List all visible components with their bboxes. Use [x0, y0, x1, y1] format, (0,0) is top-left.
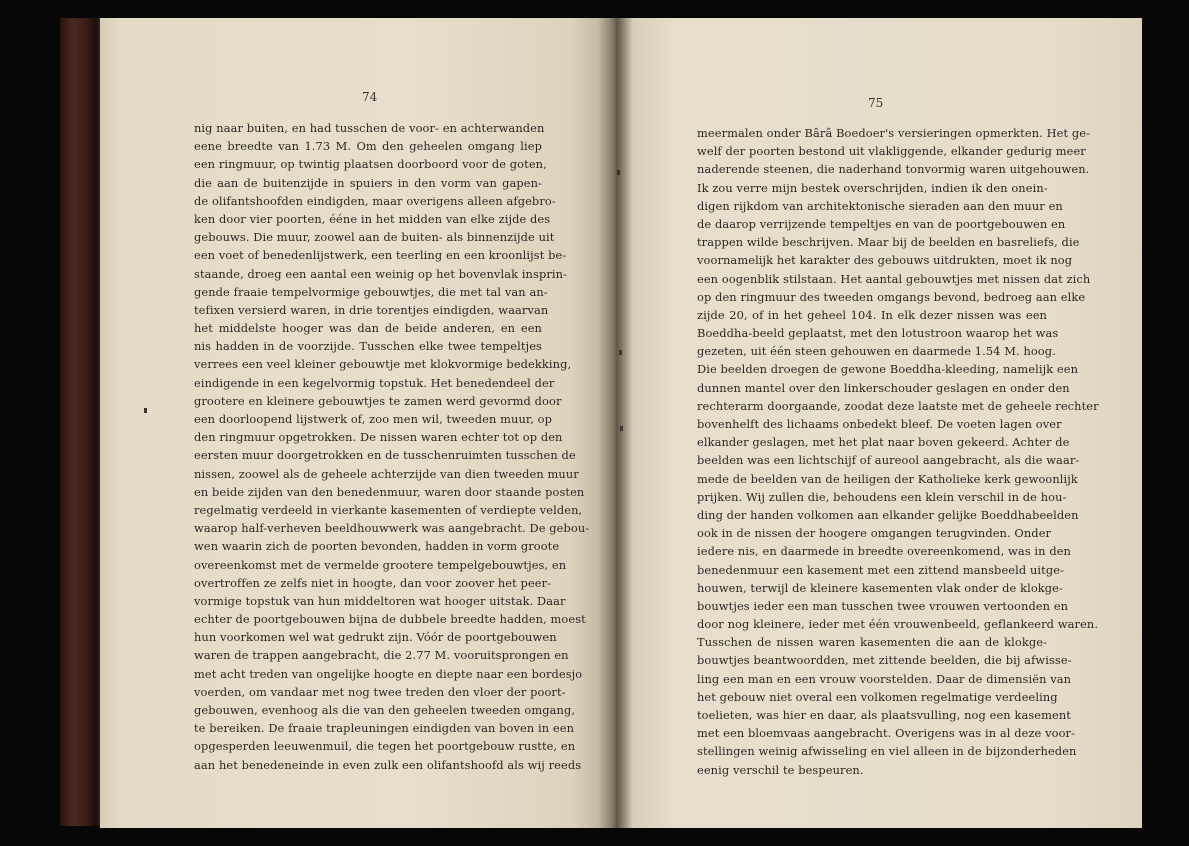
- text-line: den ringmuur opgetrokken. De nissen waren echter tot op den: [194, 430, 563, 445]
- text-line: overeenkomst met de vermelde grootere tempelgebouwtjes, en: [194, 557, 567, 572]
- text-line: dunnen mantel over den linkerschouder geslagen en onder den: [697, 380, 1070, 395]
- text-line: meermalen onder Bârâ Boedoer's versieringen opmerkten. Het ge-: [697, 126, 1091, 140]
- text-line: waarop half-verheven beeldhouwwerk was aangebracht. De gebou-: [194, 521, 590, 536]
- text-line: rechterarm doorgaande, zoodat deze laatste met de geheele rechter: [697, 398, 1099, 413]
- text-line: welf der poorten bestond uit vlakliggende, elkander gedurig meer: [697, 144, 1086, 159]
- text-line: bovenhelft des lichaams onbedekt bleef. De voeten lagen over: [697, 417, 1062, 431]
- text-line: gende fraaie tempelvormige gebouwtjes, die met tal van an-: [194, 284, 548, 299]
- text-line: prijken. Wij zullen die, behoudens een klein verschil in de hou-: [697, 489, 1067, 504]
- text-line: overtroffen ze zelfs niet in hoogte, dan voor zoover het peer-: [194, 575, 552, 590]
- text-line: de daarop verrijzende tempeltjes en van de poortgebouwen en: [697, 216, 1066, 231]
- text-line: te bereiken. De fraaie trapleuningen eindigden van boven in een: [194, 721, 575, 736]
- text-line: benedenmuur een kasement met een zittend mansbeeld uitge-: [697, 562, 1065, 577]
- page-speck: [144, 408, 147, 413]
- text-line: door nog kleinere, ieder met één vrouwenbeeld, geflankeerd waren.: [697, 617, 1099, 632]
- text-line: Ik zou verre mijn bestek overschrijden, indien ik den onein-: [697, 180, 1048, 195]
- text-line: toelieten, was hier en daar, als plaatsvulling, nog een kasement: [697, 708, 1071, 722]
- text-line: Boeddha-beeld geplaatst, met den lotustroon waarop het was: [697, 326, 1059, 341]
- left-page: [100, 18, 612, 828]
- text-line: zijde 20, of in het geheel 104. In elk dezer nissen was een: [697, 307, 1047, 322]
- text-line: trappen wilde beschrijven. Maar bij de beelden en basreliefs, die: [697, 235, 1080, 250]
- text-line: eenig verschil te bespeuren.: [697, 762, 864, 777]
- text-line: beelden was een lichtschijf of aureool aangebracht, als die waar-: [697, 453, 1080, 468]
- book-gutter: [598, 18, 632, 828]
- text-line: Die beelden droegen de gewone Boeddha-kleeding, namelijk een: [697, 362, 1079, 377]
- text-line: houwen, terwijl de kleinere kasementen vlak onder de klokge-: [697, 580, 1063, 595]
- left-page-text: [194, 119, 590, 774]
- text-line: eersten muur doorgetrokken en de tusschenruimten tusschen de: [194, 448, 576, 463]
- text-line: een oogenblik stilstaan. Het aantal gebouwtjes met nissen dat zich: [697, 271, 1091, 286]
- text-line: bouwtjes ieder een man tusschen twee vrouwen vertoonden en: [697, 598, 1069, 613]
- text-line: nis hadden in de voorzijde. Tusschen elke twee tempeltjes: [194, 339, 542, 354]
- page-number-right: 75: [868, 96, 884, 110]
- text-line: nig naar buiten, en had tusschen de voor- en achterwanden: [194, 121, 545, 135]
- text-line: en beide zijden van den benedenmuur, waren door staande posten: [194, 484, 585, 499]
- text-line: op den ringmuur des tweeden omgangs bevond, bedroeg aan elke: [697, 289, 1086, 304]
- text-line: het gebouw niet overal een volkomen regelmatige verdeeling: [697, 689, 1058, 704]
- text-line: bouwtjes beantwoordden, met zittende beelden, die bij afwisse-: [697, 653, 1072, 668]
- text-line: met een bloemvaas aangebracht. Overigens was in al deze voor-: [697, 726, 1076, 741]
- right-page-text: [697, 124, 1099, 779]
- text-line: die aan de buitenzijde in spuiers in den vorm van gapen-: [194, 175, 542, 190]
- text-line: gezeten, uit één steen gehouwen en daarmede 1.54 M. hoog.: [697, 344, 1056, 359]
- text-line: voerden, om vandaar met nog twee treden den vloer der poort-: [194, 684, 566, 699]
- text-line: stellingen weinig afwisseling en viel alleen in de bijzonderheden: [697, 744, 1077, 759]
- text-line: grootere en kleinere gebouwtjes te zamen werd gevormd door: [194, 393, 562, 408]
- text-line: echter de poortgebouwen bijna de dubbele breedte hadden, moest: [194, 612, 586, 627]
- text-line: eene breedte van 1.73 M. Om den geheelen omgang liep: [194, 139, 542, 154]
- text-line: Tusschen de nissen waren kasementen die aan de klokge-: [697, 635, 1047, 650]
- text-line: tefixen versierd waren, in drie torentjes eindigden, waarvan: [194, 302, 549, 317]
- text-line: regelmatig verdeeld in vierkante kasementen of verdiepte velden,: [194, 502, 583, 517]
- text-line: vormige topstuk van hun middeltoren wat hooger uitstak. Daar: [194, 593, 566, 608]
- text-line: ling een man en een vrouw voorstelden. Daar de dimensiën van: [697, 671, 1072, 686]
- text-line: gebouwen, evenhoog als die van den geheelen tweeden omgang,: [194, 703, 576, 717]
- text-line: aan het benedeneinde in even zulk een olifantshoofd als wij reeds: [194, 757, 582, 772]
- right-page: [612, 18, 1142, 828]
- text-line: voornamelijk het karakter des gebouws uitdrukten, moet ik nog: [697, 253, 1073, 268]
- text-line: hun voorkomen wel wat gedrukt zijn. Vóór de poortgebouwen: [194, 630, 557, 645]
- text-line: een ringmuur, op twintig plaatsen doorboord voor de goten,: [194, 157, 547, 172]
- text-line: ook in de nissen der hoogere omgangen terugvinden. Onder: [697, 526, 1052, 541]
- text-line: een doorloopend lijstwerk of, zoo men wil, tweeden muur, op: [194, 412, 553, 426]
- text-line: mede de beelden van de heiligen der Katholieke kerk gewoonlijk: [697, 471, 1078, 486]
- text-line: gebouws. Die muur, zoowel aan de buiten- als binnenzijde uit: [194, 230, 555, 245]
- text-line: nissen, zoowel als de geheele achterzijde van dien tweeden muur: [194, 466, 579, 481]
- text-line: ding der handen volkomen aan elkander gelijke Boeddhabeelden: [697, 507, 1079, 522]
- text-line: opgesperden leeuwenmuil, die tegen het poortgebouw rustte, en: [194, 739, 576, 754]
- text-line: verrees een veel kleiner gebouwtje met klokvormige bedekking,: [194, 357, 572, 372]
- text-line: wen waarin zich de poorten bevonden, hadden in vorm groote: [194, 539, 560, 554]
- text-line: staande, droeg een aantal een weinig op het bovenvlak insprin-: [194, 266, 568, 281]
- text-line: elkander geslagen, met het plat naar boven gekeerd. Achter de: [697, 435, 1070, 450]
- text-line: eindigende in een kegelvormig topstuk. Het benedendeel der: [194, 375, 555, 390]
- text-line: de olifantshoofden eindigden, maar overigens alleen afgebro-: [194, 193, 556, 208]
- page-number-left: 74: [362, 90, 378, 104]
- text-line: digen rijkdom van architektonische sieraden aan den muur en: [697, 198, 1063, 213]
- text-line: met acht treden van ongelijke hoogte en diepte naar een bordesjo: [194, 666, 583, 681]
- text-line: een voet of benedenlijstwerk, een teerling en een kroonlijst be-: [194, 248, 567, 263]
- text-line: ken door vier poorten, ééne in het midden van elke zijde des: [194, 211, 551, 226]
- text-line: naderende steenen, die naderhand tonvormig waren uitgehouwen.: [697, 162, 1090, 177]
- text-line: waren de trappen aangebracht, die 2.77 M. vooruitsprongen en: [194, 648, 569, 663]
- text-line: het middelste hooger was dan de beide anderen, en een: [194, 321, 542, 336]
- text-line: iedere nis, en daarmede in breedte overeenkomend, was in den: [697, 544, 1071, 559]
